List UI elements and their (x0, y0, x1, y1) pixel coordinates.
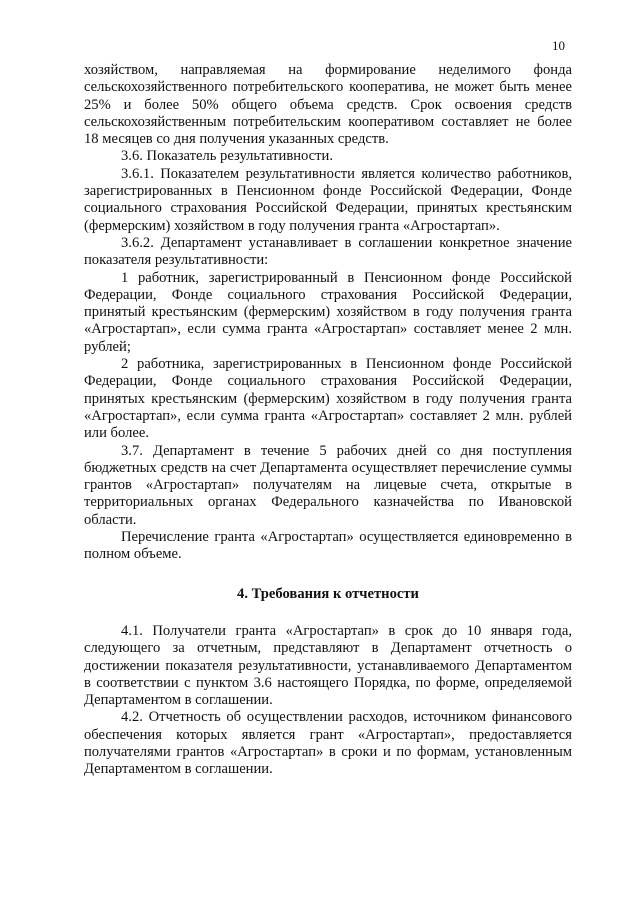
paragraph-continuation: хозяйством, направляемая на формирование неделимого фонда сельскохозяйственного потребительского кооператива, не может быть менее 25% и более 50% общего объема средств. Срок освоения средств сельскохозяйственным потребительским кооперативом составляет не более 18 месяцев со дня получения указанных средств. (84, 62, 572, 148)
paragraph-two-workers: 2 работника, зарегистрированных в Пенсионном фонде Российской Федерации, Фонде социального страхования Российской Федерации, принятых крестьянским (фермерским) хозяйством в году получения гранта «Агростартап», если сумма гранта «Агростартап» составляет 2 млн. рублей или более. (84, 356, 572, 442)
paragraph-3-7: 3.7. Департамент в течение 5 рабочих дней со дня поступления бюджетных средств на счет Департамента осуществляет перечисление суммы грантов «Агростартап» получателям на лицевые счета, открытые в территориальных органах Федерального казначейства по Ивановской области. (84, 442, 572, 528)
section-heading: 4. Требования к отчетности (237, 585, 419, 602)
paragraph-3-6: 3.6. Показатель результативности. (121, 148, 333, 165)
page-number: 10 (552, 38, 565, 53)
paragraph-transfer: Перечисление гранта «Агростартап» осуществляется единовременно в полном объеме. (84, 529, 572, 563)
paragraph-one-worker: 1 работник, зарегистрированный в Пенсионном фонде Российской Федерации, Фонде социального страхования Российской Федерации, принятый крестьянским (фермерским) хозяйством в году получения гранта «Агростартап», если сумма гранта «Агростартап» составляет менее 2 млн. рублей; (84, 269, 572, 355)
paragraph-3-6-1: 3.6.1. Показателем результативности является количество работников, зарегистрированных в Пенсионном фонде Российской Федерации, Фонде социального страхования Российской Федерации, принятых крестьянским (фермерским) хозяйством в году получения гранта «Агростартап». (84, 165, 572, 234)
document-body (84, 62, 572, 779)
paragraph-4-2: 4.2. Отчетность об осуществлении расходов, источником финансового обеспечения которых является грант «Агростартап», предоставляется получателями грантов «Агростартап» в сроки и по формам, установленным Департаментом в соглашении. (84, 709, 572, 778)
paragraph-4-1: 4.1. Получатели гранта «Агростартап» в срок до 10 января года, следующего за отчетным, представляют в Департамент отчетность о достижении показателя результативности, устанавливаемого Департаментом в соответствии с пунктом 3.6 настоящего Порядка, по форме, определяемой Департаментом в соглашении. (84, 622, 572, 709)
paragraph-3-6-2: 3.6.2. Департамент устанавливает в соглашении конкретное значение показателя результативности: (84, 234, 572, 269)
